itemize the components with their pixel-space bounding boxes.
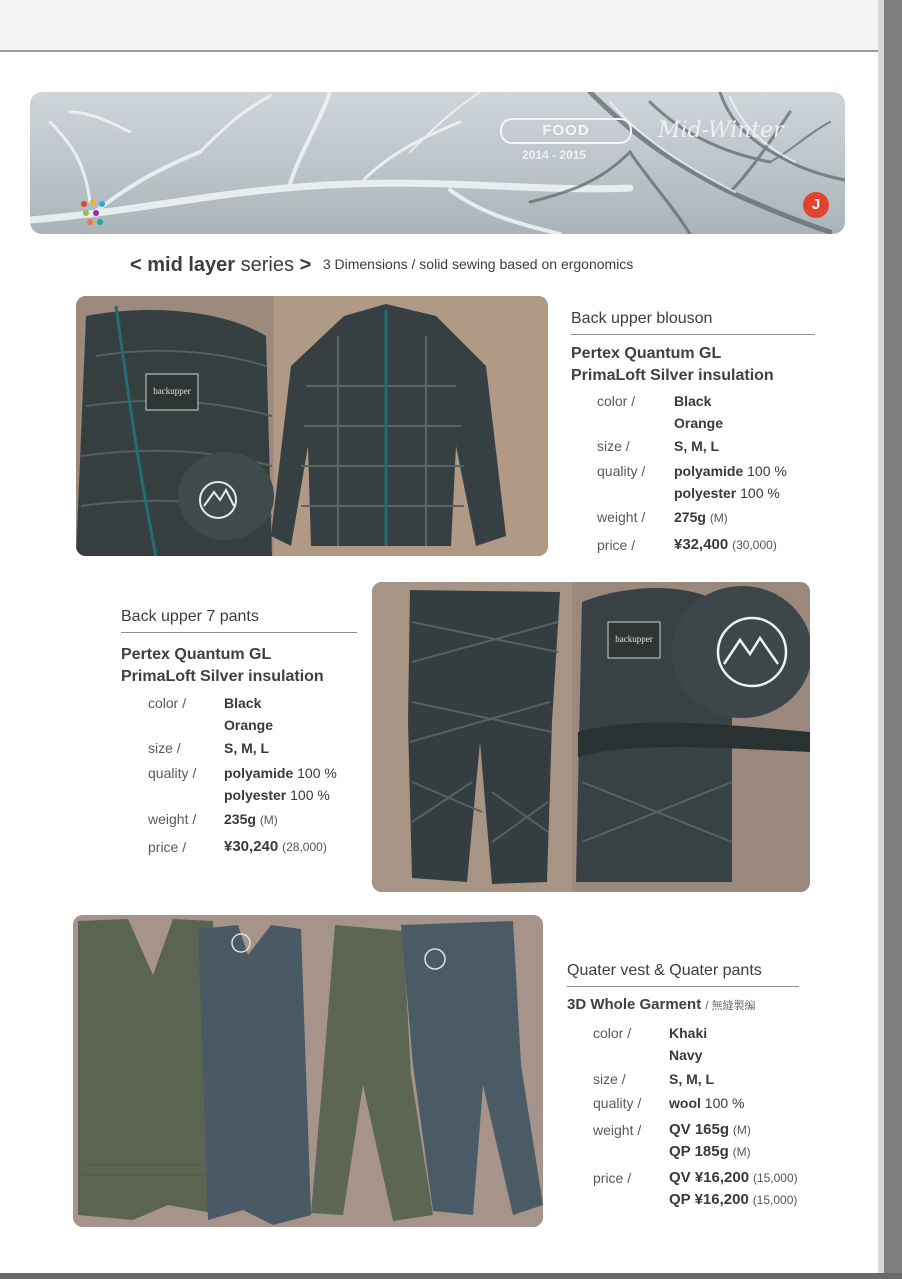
price-pre-tax: (15,000) <box>752 1171 798 1185</box>
series-heading <box>130 254 633 277</box>
price-amount: ¥32,400 <box>674 536 729 553</box>
scan-right-edge <box>884 0 902 1279</box>
quality-percent: 100 % <box>747 463 787 479</box>
quality-value-1 <box>669 1095 744 1111</box>
product-title: Back upper 7 pants <box>121 608 357 633</box>
quality-percent: 100 % <box>297 765 337 781</box>
garment-tag-brand: backupper <box>615 634 653 644</box>
material-name: 3D Whole Garment <box>567 996 702 1013</box>
color-value-1: Black <box>224 695 262 711</box>
brand-logo <box>500 118 632 144</box>
color-value-2: Navy <box>669 1047 703 1063</box>
quality-label: quality / <box>597 463 646 479</box>
size-value: S, M, L <box>669 1071 715 1087</box>
price-value <box>224 838 327 855</box>
brand-logo-text: FOOD <box>542 122 590 139</box>
weight-size-note: (M) <box>732 1145 751 1159</box>
weight-number: 235g <box>224 811 256 827</box>
winter-branches-illustration <box>30 92 845 234</box>
color-value-1: Black <box>674 393 712 409</box>
product-insulation: PrimaLoft Silver insulation <box>121 668 324 685</box>
weight-value-qv <box>669 1121 751 1138</box>
price-label: price / <box>148 839 187 855</box>
color-value-1: Khaki <box>669 1025 708 1041</box>
series-name-bold: mid layer <box>147 254 236 276</box>
product-material: Pertex Quantum GL <box>121 646 272 663</box>
price-pre-tax: (15,000) <box>752 1193 798 1207</box>
color-label: color / <box>597 393 636 409</box>
price-label: price / <box>593 1170 632 1186</box>
product-blouson <box>571 310 815 335</box>
series-description: 3 Dimensions / solid sewing based on ergonomics <box>322 256 634 272</box>
color-label: color / <box>148 695 187 711</box>
price-amount: QV ¥16,200 <box>669 1169 750 1186</box>
quality-percent: 100 % <box>290 787 330 803</box>
weight-label: weight / <box>597 509 646 525</box>
weight-value <box>224 811 278 827</box>
color-value-2: Orange <box>674 415 724 431</box>
product-insulation: PrimaLoft Silver insulation <box>571 367 774 384</box>
product-title: Back upper blouson <box>571 310 815 335</box>
color-dots-logo <box>76 196 110 230</box>
quality-label: quality / <box>593 1095 642 1111</box>
weight-value-qp <box>669 1143 751 1160</box>
series-name-light: series <box>240 254 294 276</box>
quality-material: polyamide <box>224 765 294 781</box>
quality-material: polyamide <box>674 463 744 479</box>
product-title: Quater vest & Quater pants <box>567 962 799 987</box>
scan-bottom-edge <box>0 1273 902 1279</box>
price-value <box>674 536 777 553</box>
price-label: price / <box>597 537 636 553</box>
quality-percent: 100 % <box>704 1095 745 1111</box>
size-value: S, M, L <box>224 740 270 756</box>
weight-size-note: (M) <box>709 511 728 525</box>
quality-value-2 <box>224 787 330 803</box>
product-material: Pertex Quantum GL <box>571 345 722 362</box>
quality-value-1 <box>224 765 337 781</box>
color-value-2: Orange <box>224 717 274 733</box>
quality-material: wool <box>669 1095 701 1111</box>
weight-size-note: (M) <box>259 813 278 827</box>
quality-material: polyester <box>224 787 287 803</box>
season-name: Mid-Winter <box>658 118 784 143</box>
quality-percent: 100 % <box>740 485 780 501</box>
quality-value-1 <box>674 463 787 479</box>
quality-value-2 <box>674 485 780 501</box>
price-pre-tax: (28,000) <box>282 840 327 854</box>
scan-top-strip <box>0 0 902 52</box>
right-bracket: > <box>299 254 312 276</box>
garment-tag-brand: backupper <box>153 386 191 396</box>
weight-size-note: (M) <box>732 1123 751 1137</box>
size-value: S, M, L <box>674 438 720 454</box>
material-jp-note: / 無縫製編 <box>705 1000 756 1012</box>
weight-label: weight / <box>593 1122 642 1138</box>
season-banner <box>30 92 845 234</box>
weight-number: QP 185g <box>669 1143 729 1160</box>
weight-label: weight / <box>148 811 197 827</box>
price-value-qv <box>669 1169 798 1186</box>
size-label: size / <box>593 1071 626 1087</box>
price-value-qp <box>669 1191 797 1208</box>
size-label: size / <box>597 438 630 454</box>
price-pre-tax: (30,000) <box>732 538 777 552</box>
left-bracket: < <box>130 254 142 276</box>
weight-number: 275g <box>674 509 706 525</box>
quality-material: polyester <box>674 485 737 501</box>
season-year: 2014 - 2015 <box>522 148 587 162</box>
pants-photo <box>372 582 810 892</box>
weight-number: QV 165g <box>669 1121 730 1138</box>
product-material <box>567 994 755 1017</box>
quality-label: quality / <box>148 765 197 781</box>
vest-and-pants-photo <box>73 915 543 1227</box>
price-amount: QP ¥16,200 <box>669 1191 749 1208</box>
price-amount: ¥30,240 <box>224 838 279 855</box>
size-label: size / <box>148 740 181 756</box>
color-label: color / <box>593 1025 632 1041</box>
weight-value <box>674 509 728 525</box>
product-quater <box>567 962 799 987</box>
product-pants <box>121 608 357 633</box>
blouson-photo <box>76 296 548 556</box>
japan-quality-badge: J <box>803 192 829 218</box>
